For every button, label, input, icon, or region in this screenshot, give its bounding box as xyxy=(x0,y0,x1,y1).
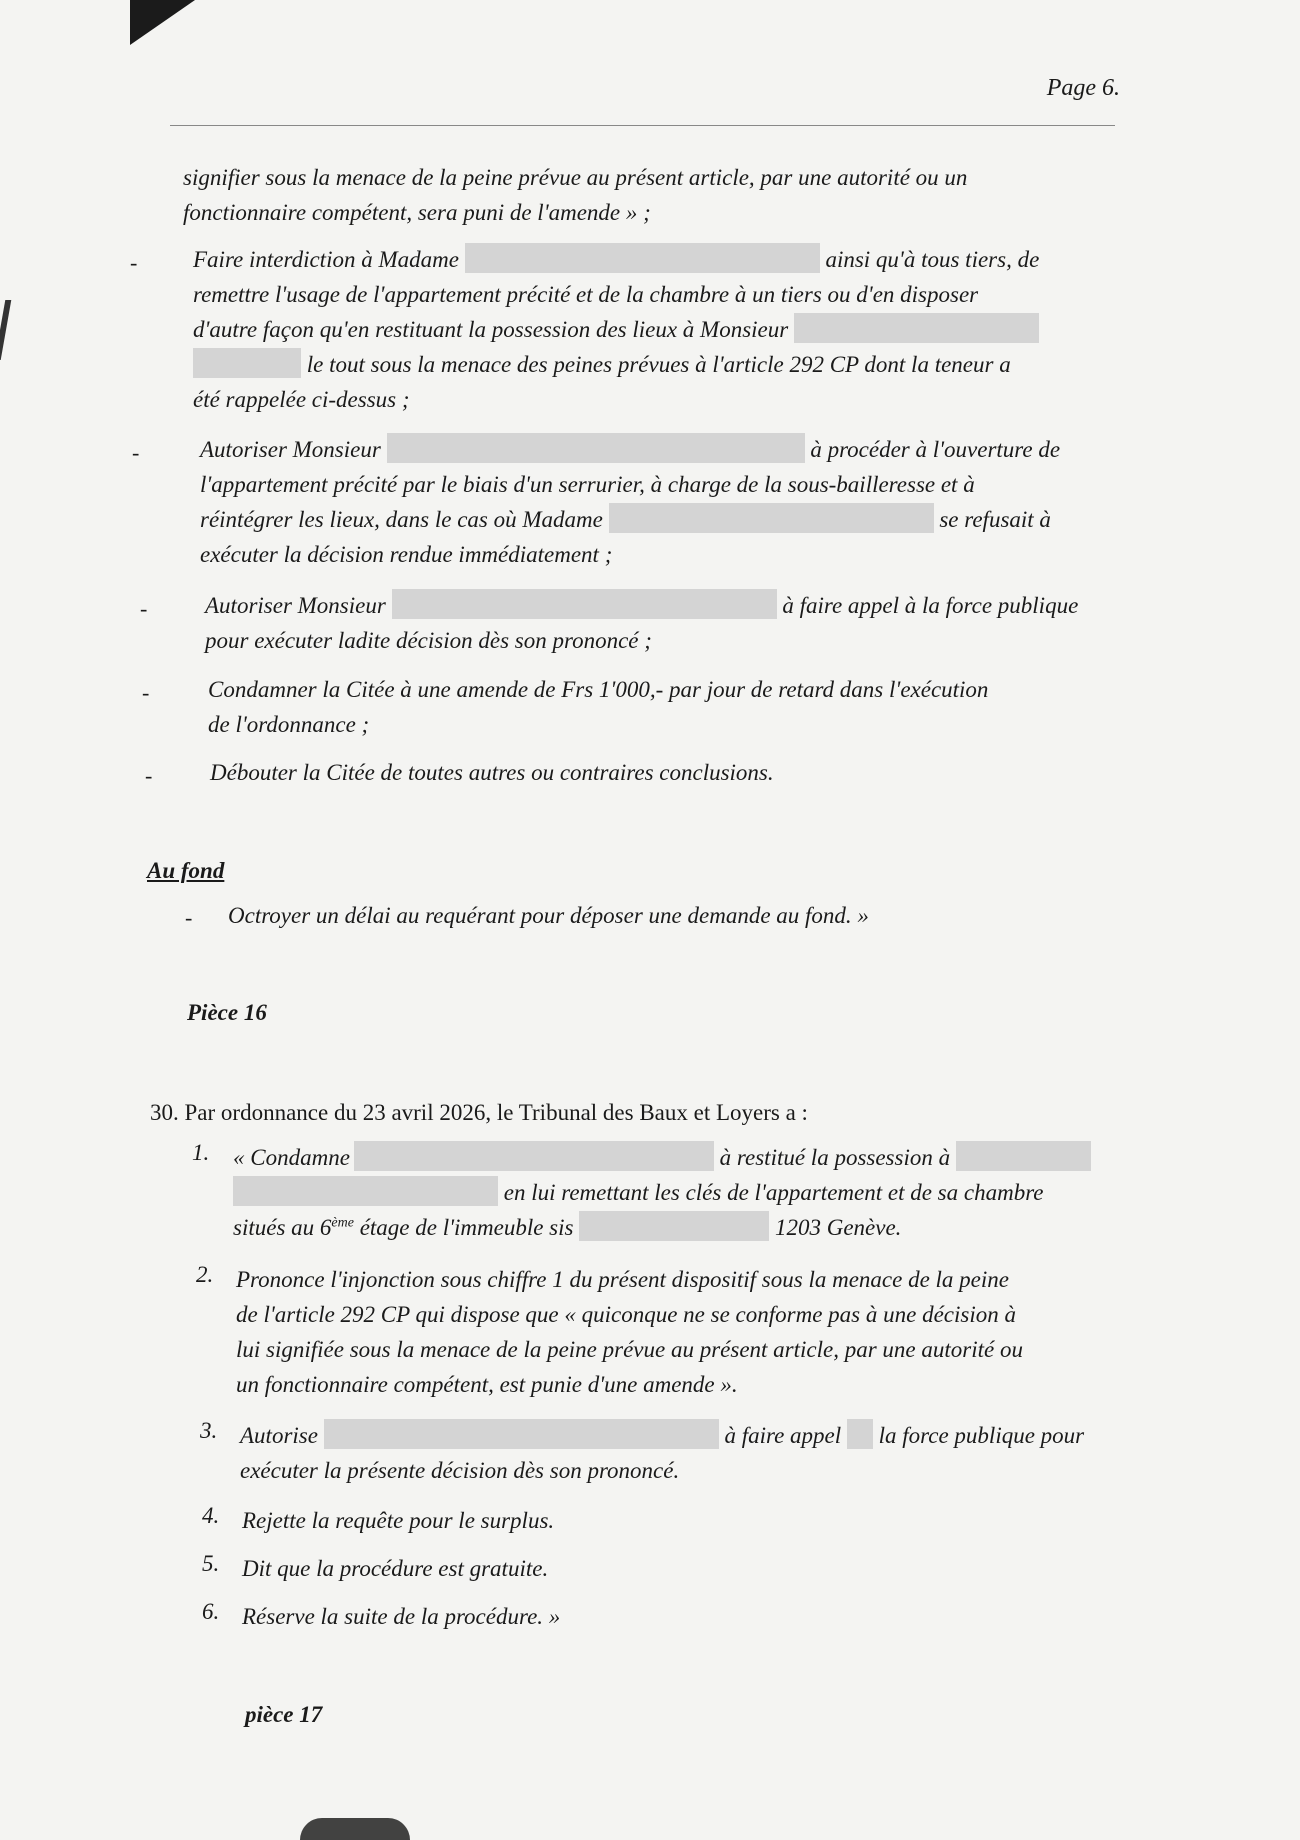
bullet-dash: - xyxy=(132,440,140,465)
item1-line4: le tout sous la menace des peines prévues à l'article 292 CP dont la teneur a xyxy=(193,347,1011,382)
order2-line1: Prononce l'injonction sous chiffre 1 du présent dispositif sous la menace de la peine xyxy=(236,1267,1009,1292)
bullet-dash: - xyxy=(185,905,193,930)
item2-line1: Autoriser Monsieur à procéder à l'ouverture de xyxy=(200,432,1060,467)
item1-line1: Faire interdiction à Madame ainsi qu'à tous tiers, de xyxy=(193,242,1039,277)
order-num: 2. xyxy=(196,1262,214,1287)
order-num: 1. xyxy=(192,1140,210,1165)
item3-line2: pour exécuter ladite décision dès son prononcé ; xyxy=(205,628,652,653)
au-fond-item: Octroyer un délai au requérant pour déposer une demande au fond. » xyxy=(228,903,869,928)
order6-line1: Réserve la suite de la procédure. » xyxy=(242,1604,561,1629)
opening-line-1: signifier sous la menace de la peine prévue au présent article, par une autorité ou un xyxy=(183,165,968,190)
redaction xyxy=(233,1176,498,1206)
item1-line3: d'autre façon qu'en restituant la possession des lieux à Monsieur xyxy=(193,312,1039,347)
order-num: 6. xyxy=(202,1599,220,1624)
item1-line2: remettre l'usage de l'appartement précité et de la chambre à un tiers ou d'en disposer xyxy=(193,282,979,307)
piece-16: Pièce 16 xyxy=(187,1000,267,1025)
item3-line1: Autoriser Monsieur à faire appel à la force publique xyxy=(205,588,1078,623)
paragraph-30: 30. Par ordonnance du 23 avril 2026, le Tribunal des Baux et Loyers a : xyxy=(150,1100,808,1125)
order5-line1: Dit que la procédure est gratuite. xyxy=(242,1556,549,1581)
order-num: 3. xyxy=(200,1418,218,1443)
redaction xyxy=(465,243,820,273)
order1-line2: en lui remettant les clés de l'appartement et de sa chambre xyxy=(233,1175,1044,1210)
item2-line4: exécuter la décision rendue immédiatement ; xyxy=(200,542,613,567)
page-number: Page 6. xyxy=(1046,75,1120,101)
order2-line2: de l'article 292 CP qui dispose que « quiconque ne se conforme pas à une décision à xyxy=(236,1302,1016,1327)
scan-shadow xyxy=(130,0,195,45)
order3-line2: exécuter la présente décision dès son prononcé. xyxy=(240,1458,680,1483)
item4-line1: Condamner la Citée à une amende de Frs 1'000,- par jour de retard dans l'exécution xyxy=(208,677,989,702)
bullet-dash: - xyxy=(140,596,148,621)
redaction xyxy=(392,589,777,619)
bullet-dash: - xyxy=(130,250,138,275)
order4-line1: Rejette la requête pour le surplus. xyxy=(242,1508,555,1533)
scan-smudge xyxy=(300,1818,410,1840)
redaction xyxy=(609,503,934,533)
order2-line4: un fonctionnaire compétent, est punie d'une amende ». xyxy=(236,1372,738,1397)
order2-line3: lui signifiée sous la menace de la peine prévue au présent article, par une autorité ou xyxy=(236,1337,1023,1362)
order1-line1: « Condamne à restitué la possession à xyxy=(233,1140,1091,1175)
redaction xyxy=(354,1141,714,1171)
bullet-dash: - xyxy=(142,680,150,705)
item2-line3: réintégrer les lieux, dans le cas où Madame se refusait à xyxy=(200,502,1051,537)
redaction xyxy=(794,313,1039,343)
redaction xyxy=(579,1211,769,1241)
order-num: 4. xyxy=(202,1503,220,1528)
item5-line1: Débouter la Citée de toutes autres ou contraires conclusions. xyxy=(210,760,774,785)
opening-line-2: fonctionnaire compétent, sera puni de l'amende » ; xyxy=(183,200,651,225)
item2-line2: l'appartement précité par le biais d'un serrurier, à charge de la sous-bailleresse et à xyxy=(200,472,975,497)
scan-shadow-left xyxy=(0,300,11,360)
piece-17: pièce 17 xyxy=(245,1702,323,1727)
au-fond-heading: Au fond xyxy=(147,858,225,883)
redaction xyxy=(956,1141,1091,1171)
item1-line5: été rappelée ci-dessus ; xyxy=(193,387,410,412)
order1-line3: situés au 6ème étage de l'immeuble sis 1203 Genève. xyxy=(233,1210,901,1245)
redaction xyxy=(847,1419,873,1449)
bullet-dash: - xyxy=(145,763,153,788)
redaction xyxy=(193,348,301,378)
order3-line1: Autorise à faire appel la force publique pour xyxy=(240,1418,1084,1453)
order-num: 5. xyxy=(202,1551,220,1576)
item4-line2: de l'ordonnance ; xyxy=(208,712,370,737)
header-rule xyxy=(170,125,1115,126)
redaction xyxy=(387,433,805,463)
redaction xyxy=(324,1419,719,1449)
